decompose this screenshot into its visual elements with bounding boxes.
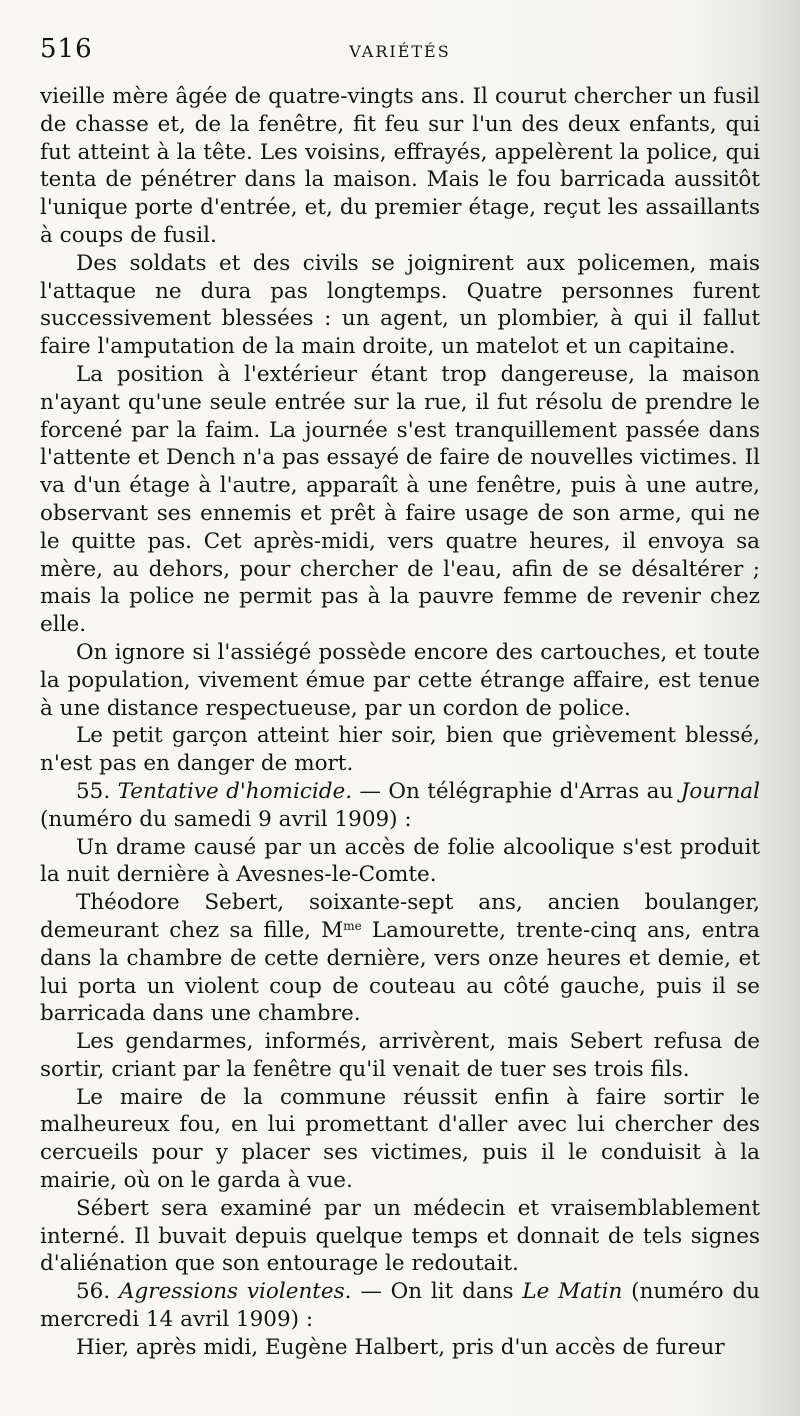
page-header bbox=[40, 34, 760, 74]
paragraph: La position à l'extérieur étant trop dangereuse, la maison n'ayant qu'une seule entrée sur la rue, il fut résolu de prendre le forcené par la faim. La journée s'est tranquillement passée dans l'attente et Dench n'a pas essayé de faire de nouvelles victimes. Il va d'un étage à l'autre, apparaît à une fenêtre, puis à une autre, observant ses ennemis et prêt à faire usage de son arme, qui ne le quitte pas. Cet après-midi, vers quatre heures, il envoya sa mère, au dehors, pour chercher de l'eau, afin de se désaltérer ; mais la police ne permit pas à la pauvre femme de revenir chez elle. bbox=[40, 361, 760, 638]
paragraph: Les gendarmes, informés, arrivèrent, mais Sebert refusa de sortir, criant par la fenêtre qu'il venait de tuer ses trois fils. bbox=[40, 1029, 760, 1082]
journal-title: Journal bbox=[680, 778, 760, 804]
section-title: Tentative d'homicide. bbox=[117, 778, 353, 804]
running-title: VARIÉTÉS bbox=[349, 42, 451, 61]
paragraph-text: Lamourette, trente-cinq ans, entra dans la chambre de cette dernière, vers onze heures et demie, et lui porta un violent coup de couteau au côté gauche, puis il se barricada dans une chambre. bbox=[40, 917, 760, 1027]
section-heading-paragraph bbox=[40, 778, 760, 834]
paragraph-text: — On télégraphie d'Arras au bbox=[352, 778, 681, 804]
paragraph: Un drame causé par un accès de folie alcoolique s'est produit la nuit dernière à Avesnes-le-Comte. bbox=[40, 834, 760, 888]
paragraph-text: (numéro du samedi 9 avril 1909) : bbox=[40, 806, 412, 832]
paragraph: Le petit garçon atteint hier soir, bien que grièvement blessé, n'est pas en danger de mort. bbox=[40, 723, 760, 777]
paragraph-text: Théodore Sebert, soixante-sept ans, ancien boulanger, demeurant chez sa fille, M bbox=[40, 890, 760, 943]
paragraph: Sébert sera examiné par un médecin et vraisemblablement interné. Il buvait depuis quelque temps et donnait de tels signes d'aliénation que son entourage le redoutait. bbox=[40, 1195, 760, 1277]
superscript: me bbox=[343, 918, 362, 933]
paragraph: Des soldats et des civils se joignirent aux policemen, mais l'attaque ne dura pas longtemps. Quatre personnes furent successivement blessées : un agent, un plombier, à qui il fallut faire l'amputation de la main droite, un matelot et un capitaine. bbox=[40, 250, 760, 360]
journal-title: Le Matin bbox=[522, 1279, 623, 1305]
paragraph: Le maire de la commune réussit enfin à faire sortir le malheureux fou, en lui promettant d'aller avec lui chercher des cercueils pour y placer ses victimes, puis il le conduisit à la mairie, où on le garda à vue. bbox=[40, 1084, 760, 1194]
section-title: Agressions violentes. bbox=[119, 1279, 352, 1305]
paragraph: On ignore si l'assiégé possède encore des cartouches, et toute la population, vivement émue par cette étrange affaire, est tenue à une distance respectueuse, par un cordon de police. bbox=[40, 639, 760, 721]
paragraph: Hier, après midi, Eugène Halbert, pris d'un accès de fureur bbox=[76, 1334, 725, 1360]
section-number: 56. bbox=[76, 1279, 111, 1305]
paragraph bbox=[40, 889, 760, 1028]
body-text bbox=[40, 83, 760, 1362]
paragraph-text: — On lit dans bbox=[351, 1279, 523, 1305]
paragraph: vieille mère âgée de quatre-vingts ans. Il courut chercher un fusil de chasse et, de la fenêtre, fit feu sur l'un des deux enfants, qui fut atteint à la tête. Les voisins, effrayés, appelèrent la police, qui tenta de pénétrer dans la maison. Mais le fou barricada aussitôt l'unique porte d'entrée, et, du premier étage, reçut les assaillants à coups de fusil. bbox=[40, 84, 760, 248]
section-heading-paragraph bbox=[40, 1278, 760, 1334]
paragraph-text: (numéro du mercredi 14 avril 1909) : bbox=[40, 1279, 761, 1333]
page-number: 516 bbox=[40, 34, 93, 64]
section-number: 55. bbox=[76, 778, 111, 804]
